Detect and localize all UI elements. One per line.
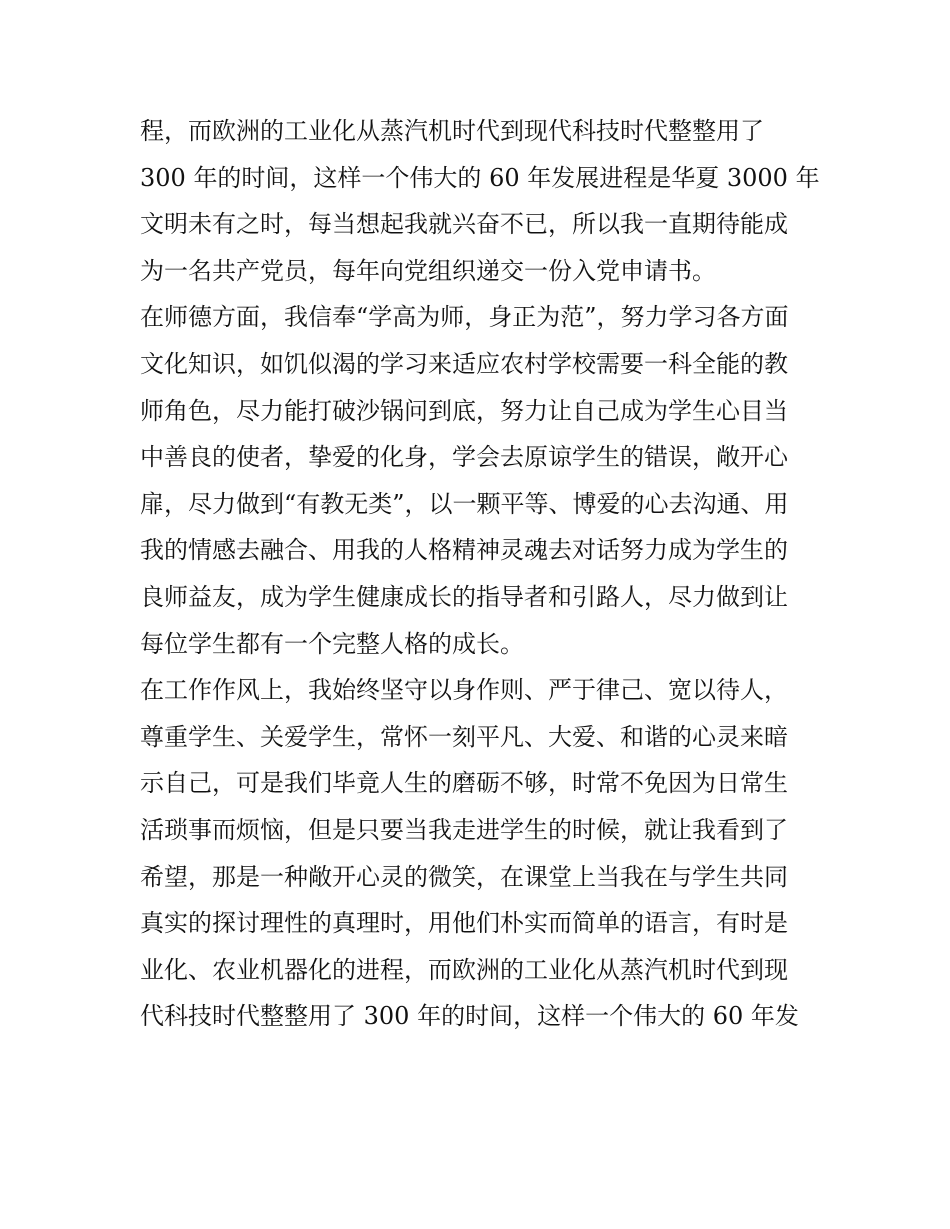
text-line: 在工作作风上，我始终坚守以身作则、严于律己、宽以待人， <box>140 676 788 705</box>
text-line: 程，而欧洲的工业化从蒸汽机时代到现代科技时代整整用了 <box>140 117 764 145</box>
text-line: 文明未有之时，每当想起我就兴奋不已，所以我一直期待能成 <box>140 210 788 239</box>
text-line: 师角色，尽力能打破沙锅问到底，努力让自己成为学生心目当 <box>140 396 788 425</box>
text-line: 代科技时代整整用了 300 年的时间，这样一个伟大的 60 年发 <box>140 1002 799 1031</box>
text-line: 真实的探讨理性的真理时，用他们朴实而简单的语言，有时是 <box>140 909 788 938</box>
text-line: 文化知识，如饥似渴的学习来适应农村学校需要一科全能的教 <box>140 349 788 378</box>
text-line: 示自己，可是我们毕竟人生的磨砺不够，时常不免因为日常生 <box>140 769 788 798</box>
text-line: 每位学生都有一个完整人格的成长。 <box>140 629 524 658</box>
text-line: 中善良的使者，挚爱的化身，学会去原谅学生的错误，敞开心 <box>140 443 788 472</box>
body-text <box>140 108 820 1040</box>
text-line: 扉，尽力做到“有教无类”，以一颗平等、博爱的心去沟通、用 <box>140 489 789 518</box>
text-line: 为一名共产党员，每年向党组织递交一份入党申请书。 <box>140 256 716 285</box>
text-line: 活琐事而烦恼，但是只要当我走进学生的时候，就让我看到了 <box>140 815 788 844</box>
text-line: 300 年的时间，这样一个伟大的 60 年发展进程是华夏 3000 年 <box>140 163 820 192</box>
text-line: 希望，那是一种敞开心灵的微笑，在课堂上当我在与学生共同 <box>140 862 788 891</box>
text-line: 业化、农业机器化的进程，而欧洲的工业化从蒸汽机时代到现 <box>140 955 788 984</box>
text-line: 在师德方面，我信奉“学高为师，身正为范”，努力学习各方面 <box>140 303 789 332</box>
text-line: 尊重学生、关爱学生，常怀一刻平凡、大爱、和谐的心灵来暗 <box>140 722 788 751</box>
text-line: 我的情感去融合、用我的人格精神灵魂去对话努力成为学生的 <box>140 536 788 565</box>
text-line: 良师益友，成为学生健康成长的指导者和引路人，尽力做到让 <box>140 582 788 611</box>
